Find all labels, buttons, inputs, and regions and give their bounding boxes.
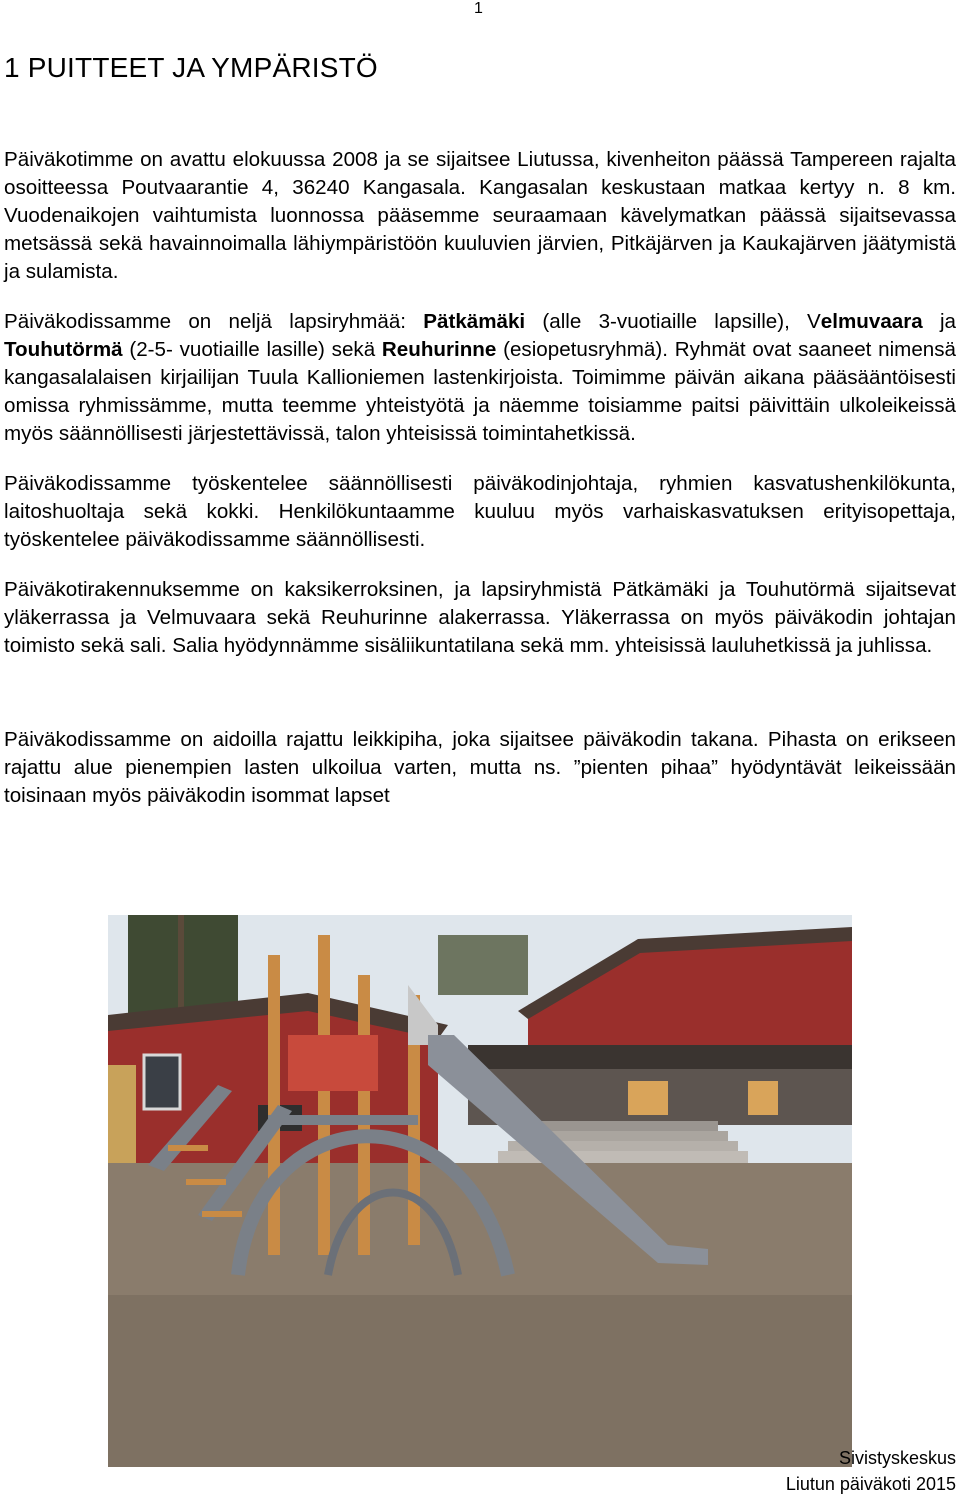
group-name-reuhurinne: Reuhurinne [381, 338, 497, 361]
body-text [4, 146, 956, 810]
paragraph-building: Päiväkotirakennuksemme on kaksikerroksinen, ja lapsiryhmistä Pätkämäki ja Touhutörmä sijaitsevat yläkerrassa ja Velmuvaara sekä Reuhurinne alakerrassa. Yläkerrassa on myös päiväkodin johtajan toimisto sekä sali. Salia hyödynnämme sisäliikuntatilana sekä mm. yhteisissä lauluhetkissä ja juhlissa. [4, 578, 956, 657]
groups-text-3: ja [922, 310, 956, 333]
paragraph-groups [4, 308, 956, 448]
footer-unit-year: Liutun päiväkoti 2015 [785, 1474, 956, 1494]
paragraph-staff: Päiväkodissamme työskentelee säännöllisesti päiväkodinjohtaja, ryhmien kasvatushenkilökunta, laitoshuoltaja sekä kokki. Henkilökuntaamme kuuluu myös varhaiskasvatuksen erityisopettaja, työskentelee päiväkodissamme säännöllisesti. [4, 472, 956, 551]
groups-text-4: (2-5- vuotiaille lasille) sekä [122, 338, 382, 361]
group-name-patkamaki: Pätkämäki [423, 310, 526, 333]
groups-text-5: (esiopetusryhmä). Ryhmät ovat saaneet nimensä kangasalalaisen kirjailijan Tuula Kallioniemen lastenkirjoista. Toimimme päivän aikana pääsääntöisesti omissa ryhmissämme, mutta teemme yhteistyötä ja näemme toisiamme paitsi päivittäin ulkoleikeissä myös säännöllisesti järjestettävissä, talon yhteisissä toimintahetkissä. [4, 338, 956, 445]
groups-text-2: (alle 3-vuotiaille lapsille), V [525, 310, 821, 333]
playground-photo [108, 915, 852, 1467]
footer [786, 1445, 956, 1497]
paragraph-location: Päiväkotimme on avattu elokuussa 2008 ja se sijaitsee Liutussa, kivenheiton päässä Tampereen rajalta osoitteessa Poutvaarantie 4, 36240 Kangasala. Kangasalan keskustaan matkaa kertyy n. 8 km. Vuodenaikojen vaihtumista luonnossa pääsemme seuraamaan kävelymatkan päässä sijaitsevassa metsässä sekä havainnoimalla lähiympäristöön kuuluvien järvien, Pitkäjärven ja Kaukajärven jäätymistä ja sulamista. [4, 148, 956, 283]
footer-organization: Sivistyskeskus [838, 1448, 956, 1468]
groups-text-1: Päiväkodissamme on neljä lapsiryhmää: [4, 310, 424, 333]
paragraph-playground: Päiväkodissamme on aidoilla rajattu leikkipiha, joka sijaitsee päiväkodin takana. Pihasta on erikseen rajattu alue pienempien lasten ulkoilua varten, mutta ns. ”pienten pihaa” hyödyntävät leikeissään toisinaan myös päiväkodin isommat lapset [4, 728, 956, 807]
group-name-touhutorma: Touhutörmä [4, 338, 123, 361]
section-heading: 1 PUITTEET JA YMPÄRISTÖ [4, 52, 378, 83]
page-number: 1 [474, 0, 483, 17]
group-name-velmuvaara: elmuvaara [820, 310, 923, 333]
